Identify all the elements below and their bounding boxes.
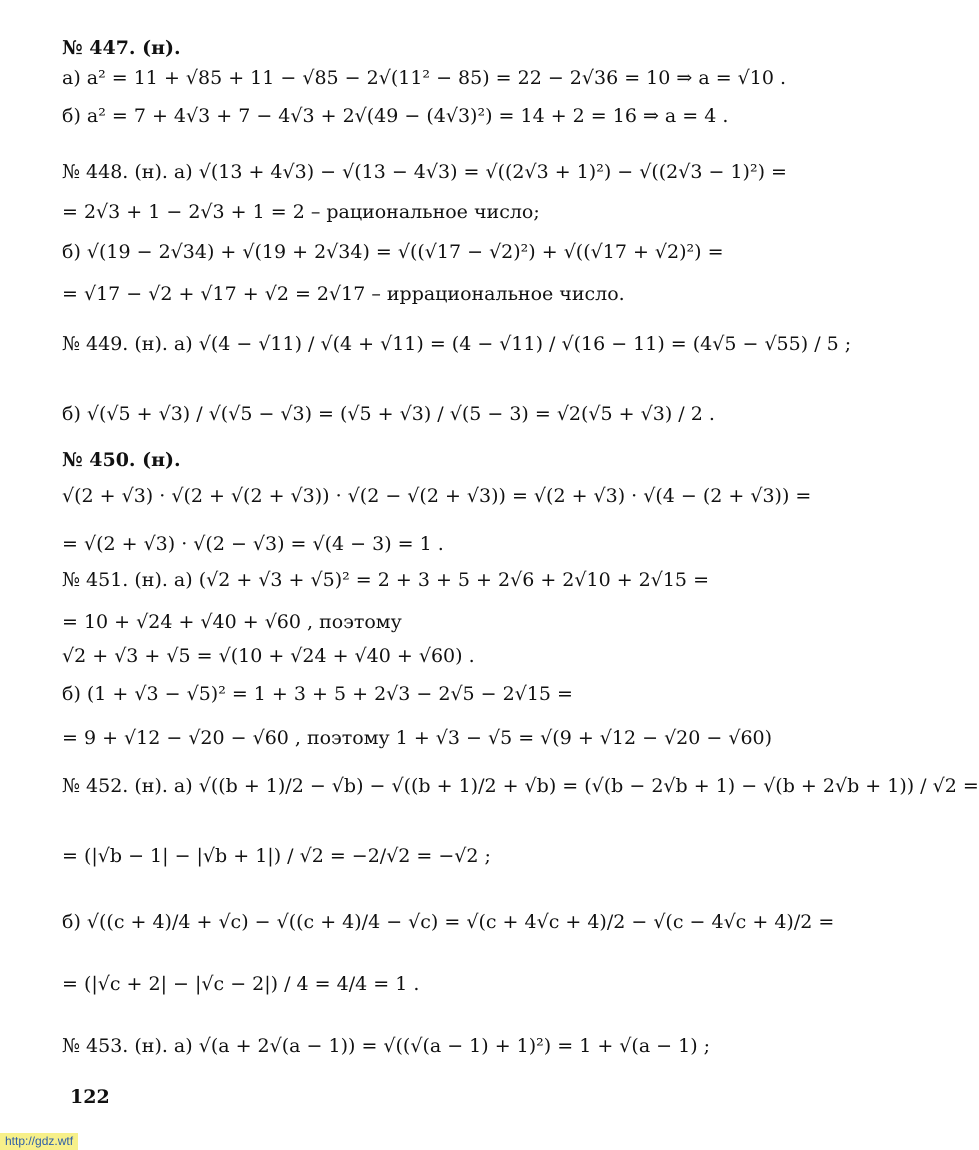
problem-447-part-a: а) a² = 11 + √85 + 11 − √85 − 2√(11² − 85) = 22 − 2√36 = 10 ⇒ a = √10 . <box>62 67 787 89</box>
problem-449-part-a: № 449. (н). а) √(4 − √11) / √(4 + √11) = (4 − √11) / √(16 − 11) = (4√5 − √55) / 5 ; <box>62 333 852 355</box>
problem-447-part-b: б) a² = 7 + 4√3 + 7 − 4√3 + 2√(49 − (4√3)²) = 14 + 2 = 16 ⇒ a = 4 . <box>62 105 729 127</box>
problem-448-part-b-result: = √17 − √2 + √17 + √2 = 2√17 – иррациональное число. <box>62 283 625 305</box>
problem-453-part-a: № 453. (н). а) √(a + 2√(a − 1)) = √((√(a − 1) + 1)²) = 1 + √(a − 1) ; <box>62 1035 711 1057</box>
problem-447-heading: № 447. (н). <box>62 37 181 59</box>
problem-448-part-b: б) √(19 − 2√34) + √(19 + 2√34) = √((√17 − √2)²) + √((√17 + √2)²) = <box>62 241 724 263</box>
page-number: 122 <box>70 1086 110 1108</box>
problem-451-part-a: № 451. (н). а) (√2 + √3 + √5)² = 2 + 3 + 5 + 2√6 + 2√10 + 2√15 = <box>62 569 709 591</box>
problem-450-heading: № 450. (н). <box>62 449 181 471</box>
problem-450-line-2: = √(2 + √3) · √(2 − √3) = √(4 − 3) = 1 . <box>62 533 444 555</box>
problem-448-part-a-result: = 2√3 + 1 − 2√3 + 1 = 2 – рациональное число; <box>62 201 540 223</box>
problem-449-part-b: б) √(√5 + √3) / √(√5 − √3) = (√5 + √3) / √(5 − 3) = √2(√5 + √3) / 2 . <box>62 403 715 425</box>
problem-450-line-1: √(2 + √3) · √(2 + √(2 + √3)) · √(2 − √(2 + √3)) = √(2 + √3) · √(4 − (2 + √3)) = <box>62 485 812 507</box>
problem-451-part-b: б) (1 + √3 − √5)² = 1 + 3 + 5 + 2√3 − 2√5 − 2√15 = <box>62 683 573 705</box>
problem-451-part-b-line-2: = 9 + √12 − √20 − √60 , поэтому 1 + √3 − √5 = √(9 + √12 − √20 − √60) <box>62 727 773 749</box>
problem-452-part-b-result: = (|√c + 2| − |√c − 2|) / 4 = 4/4 = 1 . <box>62 973 420 995</box>
problem-452-part-a: № 452. (н). а) √((b + 1)/2 − √b) − √((b + 1)/2 + √b) = (√(b − 2√b + 1) − √(b + 2√b + 1)) / √2 = <box>62 775 979 797</box>
problem-452-part-b: б) √((c + 4)/4 + √c) − √((c + 4)/4 − √c) = √(c + 4√c + 4)/2 − √(c − 4√c + 4)/2 = <box>62 911 835 933</box>
source-link[interactable]: http://gdz.wtf <box>0 1133 78 1150</box>
problem-451-part-a-line-3: √2 + √3 + √5 = √(10 + √24 + √40 + √60) . <box>62 645 475 667</box>
problem-452-part-a-result: = (|√b − 1| − |√b + 1|) / √2 = −2/√2 = −√2 ; <box>62 845 491 867</box>
problem-448-part-a: № 448. (н). а) √(13 + 4√3) − √(13 − 4√3) = √((2√3 + 1)²) − √((2√3 − 1)²) = <box>62 161 787 183</box>
problem-451-part-a-line-2: = 10 + √24 + √40 + √60 , поэтому <box>62 611 402 633</box>
